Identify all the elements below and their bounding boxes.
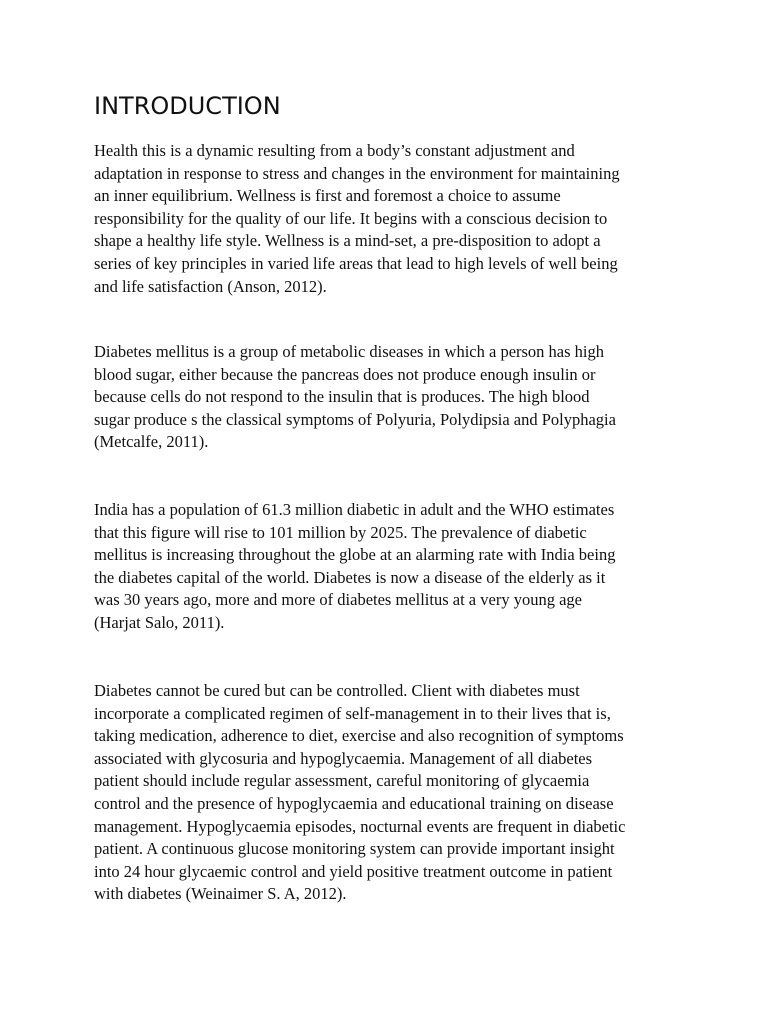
text-line: sugar produce s the classical symptoms of Polyuria, Polydipsia and Polyphagia (94, 409, 616, 429)
paragraph-health-wellness (94, 140, 674, 298)
text-line: adaptation in response to stress and changes in the environment for maintaining (94, 163, 620, 183)
text-line: taking medication, adherence to diet, exercise and also recognition of symptoms (94, 726, 624, 746)
section-heading: INTRODUCTION (94, 92, 281, 120)
text-line: the diabetes capital of the world. Diabetes is now a disease of the elderly as it (94, 567, 606, 587)
text-line: incorporate a complicated regimen of self-management in to their lives that is, (94, 703, 611, 723)
text-line: (Metcalfe, 2011). (94, 432, 209, 452)
text-line: because cells do not respond to the insulin that is produces. The high blood (94, 387, 590, 407)
paragraph-diabetes-management (94, 680, 674, 906)
text-line: an inner equilibrium. Wellness is first and foremost a choice to assume (94, 186, 561, 206)
text-line: and life satisfaction (Anson, 2012). (94, 276, 327, 296)
text-line: with diabetes (Weinaimer S. A, 2012). (94, 884, 347, 904)
text-line: shape a healthy life style. Wellness is a mind-set, a pre-disposition to adopt a (94, 231, 601, 251)
text-line: patient. A continuous glucose monitoring system can provide important insight (94, 839, 615, 859)
text-line: control and the presence of hypoglycaemia and educational training on disease (94, 793, 614, 813)
paragraph-india-prevalence (94, 499, 674, 635)
text-line: associated with glycosuria and hypoglycaemia. Management of all diabetes (94, 748, 593, 768)
text-line: blood sugar, either because the pancreas does not produce enough insulin or (94, 364, 596, 384)
text-line: that this figure will rise to 101 million by 2025. The prevalence of diabetic (94, 522, 587, 542)
text-line: was 30 years ago, more and more of diabetes mellitus at a very young age (94, 590, 582, 610)
text-line: series of key principles in varied life areas that lead to high levels of well being (94, 253, 618, 273)
text-line: management. Hypoglycaemia episodes, nocturnal events are frequent in diabetic (94, 816, 626, 836)
text-line: India has a population of 61.3 million diabetic in adult and the WHO estimates (94, 500, 615, 519)
text-line: Diabetes cannot be cured but can be controlled. Client with diabetes must (94, 681, 580, 700)
text-line: patient should include regular assessment, careful monitoring of glycaemia (94, 771, 590, 791)
text-line: Diabetes mellitus is a group of metabolic diseases in which a person has high (94, 342, 605, 361)
text-line: into 24 hour glycaemic control and yield positive treatment outcome in patient (94, 861, 613, 881)
text-line: Health this is a dynamic resulting from a body’s constant adjustment and (94, 141, 575, 160)
paragraph-diabetes-definition (94, 341, 674, 454)
text-line: responsibility for the quality of our life. It begins with a conscious decision to (94, 208, 608, 228)
text-line: mellitus is increasing throughout the globe at an alarming rate with India being (94, 545, 616, 565)
text-line: (Harjat Salo, 2011). (94, 612, 225, 632)
